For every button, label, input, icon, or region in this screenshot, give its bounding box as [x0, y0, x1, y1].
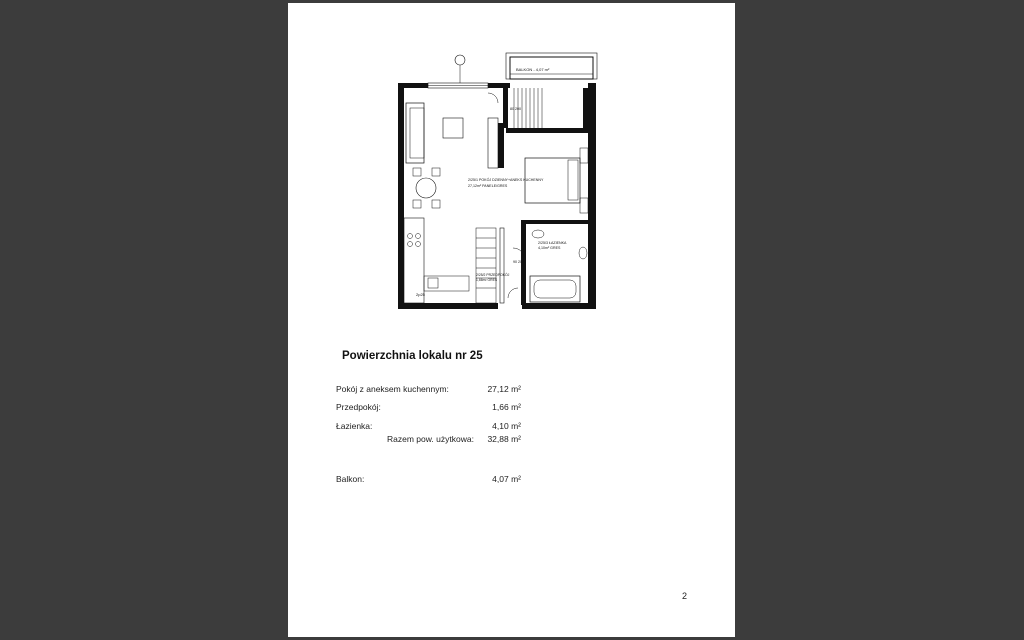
sofa: [406, 103, 424, 163]
floor-plan-drawing: [388, 48, 618, 313]
sink: [532, 230, 544, 238]
balcony-label: BALKON - 4,07 m²: [516, 67, 550, 72]
area-value: 27,12 m²: [487, 384, 521, 394]
hall-area: 1,66m² GRES: [476, 278, 498, 282]
hall-label: 2/25/2 PRZEDPOKÓJ: [476, 273, 510, 277]
door-dim-2: 80 200: [510, 107, 521, 111]
area-value: 4,10 m²: [492, 421, 521, 431]
total-label: Razem pow. użytkowa:: [387, 434, 474, 444]
page-number: 2: [682, 591, 688, 601]
bath-area: 4,10m² GRES: [538, 246, 561, 250]
area-label: Łazienka:: [336, 421, 373, 431]
area-label: Pokój z aneksem kuchennym:: [336, 384, 449, 394]
room-area: 27,12m² PANELE/GRES: [468, 184, 508, 188]
kitchen-counter: [404, 218, 424, 303]
wall-left: [398, 83, 404, 308]
room-label: 2/25/1 POKÓJ DZIENNY+ANEKS KUCHENNY: [468, 178, 544, 182]
bath-label: 2/25/3 ŁAZIENKA: [538, 241, 567, 245]
area-label: Balkon:: [336, 474, 365, 484]
total-value: 32,88 m²: [487, 434, 521, 444]
stairs: [476, 228, 496, 303]
area-value: 4,07 m²: [492, 474, 521, 484]
wall-bottom-right: [522, 303, 596, 309]
page-title: Powierzchnia lokalu nr 25: [342, 350, 483, 362]
toilet: [579, 247, 587, 259]
door-dim-1: 90 200: [513, 260, 524, 264]
unit-tag: 2p25: [416, 292, 425, 297]
wall-bottom-left: [398, 303, 498, 309]
area-value: 1,66 m²: [492, 402, 521, 412]
dining-table: [416, 178, 436, 198]
document-page: [288, 3, 735, 637]
wall-right: [588, 83, 596, 308]
area-label: Przedpokój:: [336, 402, 381, 412]
